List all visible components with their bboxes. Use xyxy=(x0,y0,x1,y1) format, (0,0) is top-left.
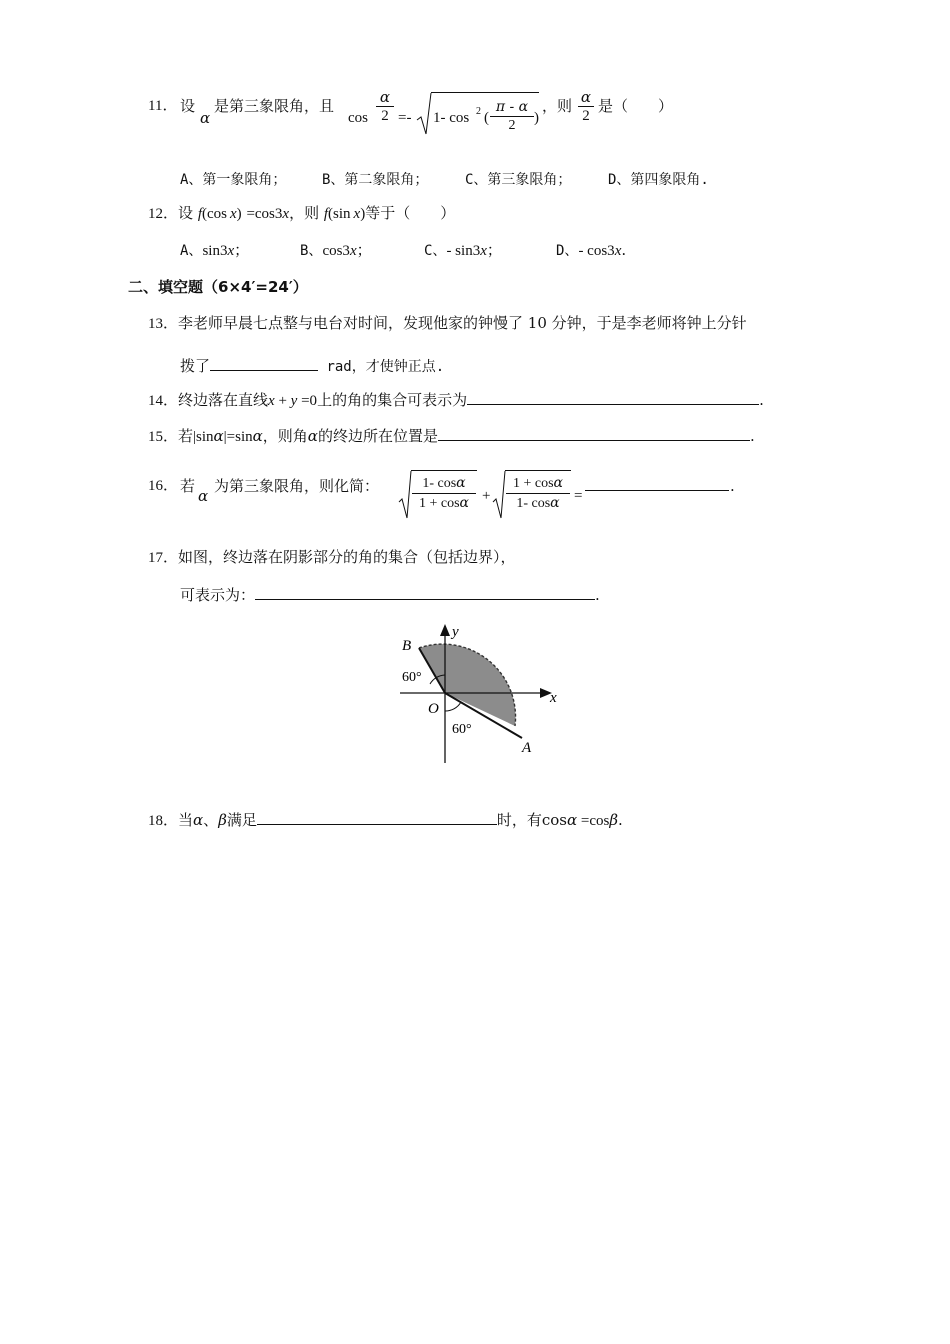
question-number: 11． xyxy=(148,98,178,114)
option-a: A、第一象限角； xyxy=(180,172,287,188)
fraction-alpha-over-2: $\frac{\alpha}{2}$ xyxy=(376,88,394,125)
option-c: C、- sin3x； xyxy=(424,241,502,259)
label-O: O xyxy=(428,701,439,717)
question-18: 18．当α、β满足 时，有cosα =cosβ. xyxy=(148,808,623,831)
question-17: 17．如图，终边落在阴影部分的角的集合（包括边界）， xyxy=(148,548,516,566)
math-cos: cos xyxy=(348,110,368,126)
question-text: 设 xyxy=(180,97,196,115)
angle-figure xyxy=(390,618,570,768)
radical-sign xyxy=(398,470,412,520)
fraction-1: $\frac{1- \cos\alpha}{1 + \cos\alpha}$ xyxy=(412,474,476,513)
question-number: 16． xyxy=(148,478,179,494)
radical-bar xyxy=(431,92,539,93)
label-y: y xyxy=(452,624,459,640)
answer-blank[interactable] xyxy=(210,354,318,371)
question-13 xyxy=(148,313,747,334)
question-16: 16． 若 α 为第三象限角，则化简： $\frac{1- \cos\alpha}{1 + \cos\alpha}$ + $\frac{1 + \cos\alpha}{1- \cos\alpha}$ = . xyxy=(148,468,748,528)
answer-blank[interactable] xyxy=(438,424,750,441)
question-number: 15． xyxy=(148,429,179,445)
question-text: 李老师早晨七点整与电台对时间，发现他家的钟慢了 10 分钟，于是李老师将钟上分针 xyxy=(178,314,747,332)
paren: ( xyxy=(484,110,489,126)
section-heading: 二、填空题（6×4′=24′） xyxy=(128,278,308,296)
question-text: 是第三象限角，且 xyxy=(214,97,335,115)
answer-blank[interactable] xyxy=(257,808,497,825)
question-14: 14．终边落在直线x + y =0上的角的集合可表示为 . xyxy=(148,388,764,411)
answer-blank[interactable] xyxy=(255,583,595,600)
label-x: x xyxy=(550,690,557,706)
radical-sign xyxy=(492,470,506,520)
fraction-2: $\frac{1 + \cos\alpha}{1- \cos\alpha}$ xyxy=(506,474,570,513)
radical-bar xyxy=(505,470,571,471)
math-text: 1- cos xyxy=(433,110,470,126)
angle-arc-bottom xyxy=(445,702,461,711)
radical-bar xyxy=(411,470,477,471)
paren: ) xyxy=(534,110,539,126)
question-text: 是（ ） xyxy=(598,97,674,115)
option-d: D、第四象限角. xyxy=(608,172,709,188)
question-number: 17． xyxy=(148,550,179,566)
fraction-alpha-over-2: $\frac{\alpha}{2}$ xyxy=(578,88,594,125)
question-text: 设 xyxy=(178,204,194,222)
question-number: 14． xyxy=(148,393,179,409)
question-12: 12．设 f(cos x) =cos3x，则 f(sin x)等于（ ） xyxy=(148,204,456,222)
option-a: A、sin3x； xyxy=(180,241,250,259)
superscript: 2 xyxy=(476,106,481,117)
question-text: ，则 xyxy=(542,97,573,115)
radical-sign xyxy=(416,92,432,136)
option-b: B、第二象限角； xyxy=(322,172,429,188)
y-arrow xyxy=(440,624,450,636)
question-number: 13． xyxy=(148,316,179,332)
option-d: D、- cos3x. xyxy=(556,241,627,259)
label-B: B xyxy=(402,638,412,654)
question-number: 12． xyxy=(148,206,179,222)
question-17-line2: 可表示为： . xyxy=(180,583,600,605)
alpha-symbol: α xyxy=(198,487,209,505)
equals-minus: =- xyxy=(398,110,412,126)
label-A: A xyxy=(522,740,532,756)
question-number: 18． xyxy=(148,813,179,829)
option-b: B、cos3x； xyxy=(300,241,372,259)
label-angle-bottom: 60° xyxy=(452,722,472,737)
option-c: C、第三象限角； xyxy=(465,172,572,188)
fraction-pi-minus-alpha: $\frac{\pi - \alpha}{2}$ xyxy=(490,98,534,135)
question-13-line2: 拨了 rad，才使钟正点. xyxy=(180,354,444,377)
question-15: 15．若|sinα|=sinα，则角α的终边所在位置是 . xyxy=(148,424,755,447)
label-angle-top: 60° xyxy=(402,670,422,685)
answer-blank[interactable] xyxy=(585,474,729,491)
alpha-symbol: α xyxy=(200,109,211,127)
answer-blank[interactable] xyxy=(467,388,759,405)
